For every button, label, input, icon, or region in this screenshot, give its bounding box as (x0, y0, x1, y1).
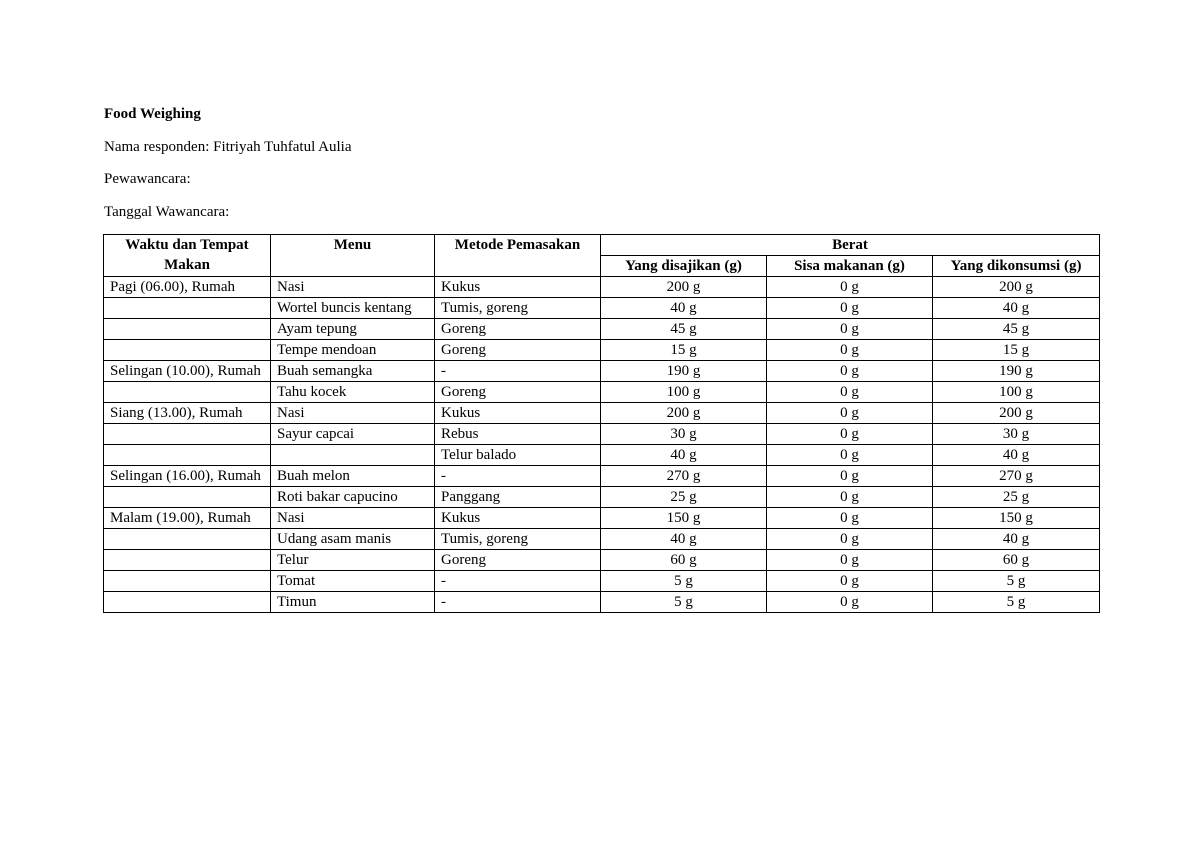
table-row (104, 277, 1100, 298)
header-waktu: Waktu dan Tempat Makan (104, 235, 271, 277)
table-row (104, 571, 1100, 592)
cell-metode: Panggang (435, 487, 601, 508)
cell-disajikan: 40 g (601, 445, 767, 466)
cell-sisa: 0 g (767, 508, 933, 529)
cell-disajikan: 100 g (601, 382, 767, 403)
header-menu: Menu (271, 235, 435, 277)
header-row-1 (104, 235, 1100, 256)
header-berat: Berat (601, 235, 1100, 256)
header-dikonsumsi: Yang dikonsumsi (g) (933, 256, 1100, 277)
cell-dikonsumsi: 190 g (933, 361, 1100, 382)
cell-dikonsumsi: 270 g (933, 466, 1100, 487)
cell-sisa: 0 g (767, 571, 933, 592)
cell-dikonsumsi: 40 g (933, 298, 1100, 319)
cell-disajikan: 40 g (601, 298, 767, 319)
cell-metode: - (435, 592, 601, 613)
cell-sisa: 0 g (767, 382, 933, 403)
cell-waktu (104, 445, 271, 466)
cell-menu: Roti bakar capucino (271, 487, 435, 508)
cell-dikonsumsi: 30 g (933, 424, 1100, 445)
cell-sisa: 0 g (767, 298, 933, 319)
cell-dikonsumsi: 40 g (933, 529, 1100, 550)
cell-metode: - (435, 571, 601, 592)
cell-disajikan: 60 g (601, 550, 767, 571)
table-row (104, 487, 1100, 508)
cell-menu: Tahu kocek (271, 382, 435, 403)
cell-waktu (104, 340, 271, 361)
table-row (104, 445, 1100, 466)
document-title: Food Weighing (104, 106, 201, 122)
cell-dikonsumsi: 200 g (933, 277, 1100, 298)
cell-waktu (104, 529, 271, 550)
table-row (104, 403, 1100, 424)
cell-metode: Kukus (435, 508, 601, 529)
cell-metode: Tumis, goreng (435, 529, 601, 550)
cell-menu: Buah semangka (271, 361, 435, 382)
cell-disajikan: 30 g (601, 424, 767, 445)
table-row (104, 361, 1100, 382)
cell-waktu (104, 571, 271, 592)
cell-menu: Sayur capcai (271, 424, 435, 445)
cell-metode: Goreng (435, 319, 601, 340)
cell-sisa: 0 g (767, 277, 933, 298)
cell-waktu: Selingan (10.00), Rumah (104, 361, 271, 382)
food-weighing-table (103, 234, 1100, 613)
cell-waktu (104, 550, 271, 571)
cell-disajikan: 45 g (601, 319, 767, 340)
cell-waktu (104, 319, 271, 340)
cell-disajikan: 200 g (601, 277, 767, 298)
cell-menu: Timun (271, 592, 435, 613)
table-row (104, 550, 1100, 571)
cell-dikonsumsi: 200 g (933, 403, 1100, 424)
cell-metode: Tumis, goreng (435, 298, 601, 319)
cell-sisa: 0 g (767, 445, 933, 466)
cell-menu: Nasi (271, 403, 435, 424)
cell-disajikan: 270 g (601, 466, 767, 487)
table-row (104, 298, 1100, 319)
cell-waktu: Malam (19.00), Rumah (104, 508, 271, 529)
table-row (104, 466, 1100, 487)
cell-metode: Goreng (435, 382, 601, 403)
cell-dikonsumsi: 5 g (933, 592, 1100, 613)
cell-sisa: 0 g (767, 319, 933, 340)
cell-dikonsumsi: 5 g (933, 571, 1100, 592)
table-row (104, 508, 1100, 529)
header-disajikan: Yang disajikan (g) (601, 256, 767, 277)
cell-disajikan: 25 g (601, 487, 767, 508)
cell-dikonsumsi: 150 g (933, 508, 1100, 529)
header-sisa: Sisa makanan (g) (767, 256, 933, 277)
cell-waktu (104, 424, 271, 445)
cell-sisa: 0 g (767, 361, 933, 382)
table-row (104, 424, 1100, 445)
cell-sisa: 0 g (767, 403, 933, 424)
table-row (104, 382, 1100, 403)
cell-waktu: Selingan (16.00), Rumah (104, 466, 271, 487)
cell-menu: Udang asam manis (271, 529, 435, 550)
cell-sisa: 0 g (767, 466, 933, 487)
cell-disajikan: 15 g (601, 340, 767, 361)
cell-menu: Tomat (271, 571, 435, 592)
cell-dikonsumsi: 45 g (933, 319, 1100, 340)
cell-metode: Goreng (435, 550, 601, 571)
interviewer-label: Pewawancara: (104, 171, 191, 187)
cell-dikonsumsi: 60 g (933, 550, 1100, 571)
cell-metode: Kukus (435, 277, 601, 298)
table-body (104, 277, 1100, 613)
respondent-name: Nama responden: Fitriyah Tuhfatul Aulia (104, 139, 352, 155)
cell-menu: Wortel buncis kentang (271, 298, 435, 319)
cell-menu: Telur (271, 550, 435, 571)
header-metode: Metode Pemasakan (435, 235, 601, 277)
cell-waktu (104, 592, 271, 613)
cell-disajikan: 5 g (601, 592, 767, 613)
cell-waktu (104, 382, 271, 403)
cell-menu: Nasi (271, 508, 435, 529)
cell-waktu (104, 298, 271, 319)
cell-metode: Goreng (435, 340, 601, 361)
cell-sisa: 0 g (767, 550, 933, 571)
cell-menu: Buah melon (271, 466, 435, 487)
cell-waktu: Siang (13.00), Rumah (104, 403, 271, 424)
cell-menu: Ayam tepung (271, 319, 435, 340)
cell-menu (271, 445, 435, 466)
table-row (104, 592, 1100, 613)
cell-disajikan: 190 g (601, 361, 767, 382)
cell-disajikan: 200 g (601, 403, 767, 424)
cell-disajikan: 150 g (601, 508, 767, 529)
cell-metode: Telur balado (435, 445, 601, 466)
cell-metode: Rebus (435, 424, 601, 445)
cell-dikonsumsi: 15 g (933, 340, 1100, 361)
table-header (104, 235, 1100, 277)
interview-date-label: Tanggal Wawancara: (104, 204, 230, 220)
cell-dikonsumsi: 40 g (933, 445, 1100, 466)
cell-metode: - (435, 361, 601, 382)
cell-menu: Tempe mendoan (271, 340, 435, 361)
cell-metode: - (435, 466, 601, 487)
cell-sisa: 0 g (767, 487, 933, 508)
table-row (104, 529, 1100, 550)
cell-metode: Kukus (435, 403, 601, 424)
cell-disajikan: 40 g (601, 529, 767, 550)
cell-sisa: 0 g (767, 340, 933, 361)
cell-waktu: Pagi (06.00), Rumah (104, 277, 271, 298)
cell-dikonsumsi: 25 g (933, 487, 1100, 508)
cell-dikonsumsi: 100 g (933, 382, 1100, 403)
table-row (104, 340, 1100, 361)
cell-menu: Nasi (271, 277, 435, 298)
table-row (104, 319, 1100, 340)
cell-sisa: 0 g (767, 424, 933, 445)
cell-disajikan: 5 g (601, 571, 767, 592)
cell-sisa: 0 g (767, 592, 933, 613)
cell-waktu (104, 487, 271, 508)
cell-sisa: 0 g (767, 529, 933, 550)
